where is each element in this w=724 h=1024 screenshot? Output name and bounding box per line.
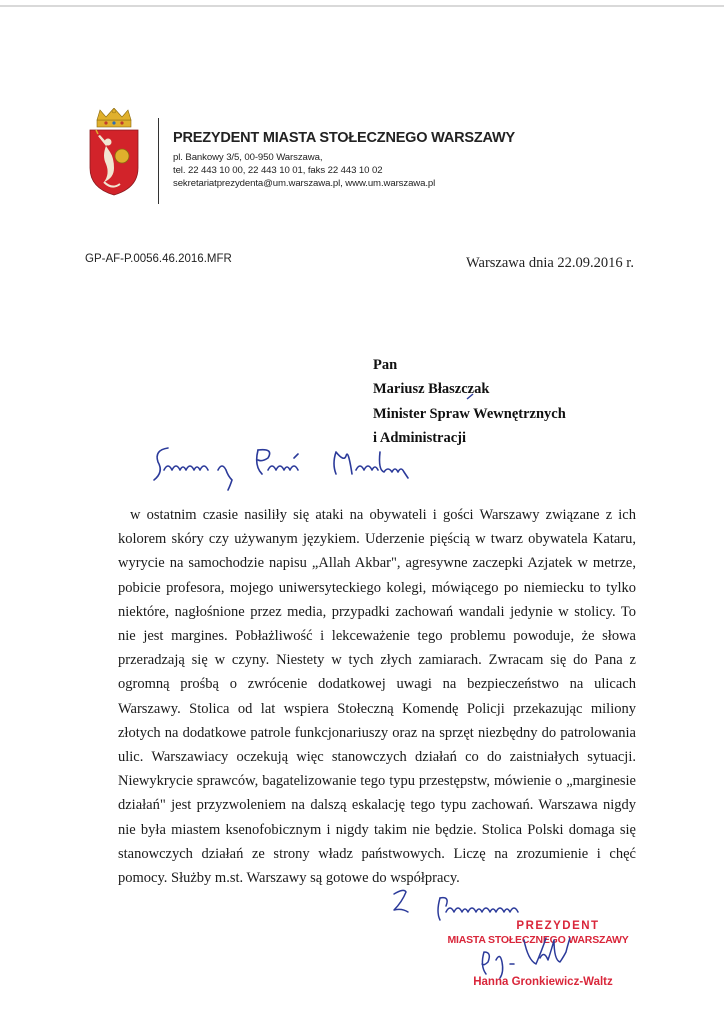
stamp-subtitle: MIASTA STOŁECZNEGO WARSZAWY — [447, 934, 629, 946]
body-paragraph: w ostatnim czasie nasiliły się ataki na obywateli i gości Warszawy związane z ich kolorem skóry czy używanym językiem. Uderzenie pięścią w twarz obywatela Kataru, wyrycie na samochodzie napisu „Allah Akbar", agresywne zaczepki Azjatek w metrze, pobicie profesora, mojego uniwersyteckiego kolegi, mówiącego po niemiecku to tylko niektóre, nagłośnione przez media, przypadki zachowań wandali jedynie w stolicy. To nie jest margines. Pobłażliwość i lekceważenie tego problemu powoduje, że słowa przeradzają się w czyny. Niestety w tych złych zamiarach. Zwracam się do Pana z ogromną prośbą o zwrócenie dodatkowej uwagi na bezpieczeństwo na ulicach Warszawy. Stolica od lat wspiera Stołeczną Komendę Policji przekazując miliony złotych na dodatkowe patrole funkcjonariuszy oraz na sprzęt niezbędny do patrolowania ulic. Warszawiacy oczekują więc stanowczych działań co do zaistniałych sytuacji. Niewykrycie sprawców, bagatelizowanie tego typu przestępstw, mówienie o „marginesie działań" jest przyzwoleniem na dalszą eskalację tego typu zachowań. Warszawa nigdy nie była miastem ksenofobicznym i nigdy takim nie będzie. Stolica Polski domaga się stanowczych działań ze strony władz państwowych. Liczę na zrozumienie i chęć pomocy. Służby m.st. Warszawy są gotowe do współpracy. — [118, 507, 636, 887]
handwritten-signature — [476, 930, 586, 980]
stamp-title: PREZYDENT — [516, 920, 600, 932]
letterhead-divider — [158, 118, 159, 204]
letterhead-address: pl. Bankowy 3/5, 00-950 Warszawa, — [173, 152, 323, 163]
letterhead-title: PREZYDENT MIASTA STOŁECZNEGO WARSZAWY — [173, 130, 515, 146]
addressee-line: Minister Spraw Wewnętrznych — [373, 405, 566, 422]
letter-body — [118, 503, 636, 890]
stamp-signatory-name: Hanna Gronkiewicz-Waltz — [473, 976, 613, 988]
addressee-line: Pan — [373, 357, 398, 373]
handwritten-salutation — [150, 436, 440, 496]
letterhead-phones: tel. 22 443 10 00, 22 443 10 01, faks 22 443 10 02 — [173, 165, 383, 176]
letterhead-contact: sekretariatprezydenta@um.warszawa.pl, www.um.warszawa.pl — [173, 178, 436, 189]
reference-number: GP-AF-P.0056.46.2016.MFR — [85, 253, 232, 265]
addressee-line: i Administracji — [373, 429, 467, 446]
warsaw-coat-of-arms-icon — [84, 108, 144, 196]
letterhead — [173, 130, 515, 190]
page-top-edge — [0, 5, 724, 7]
addressee-line: Mariusz Błaszczak — [373, 381, 490, 398]
handwritten-accent-mark — [466, 393, 474, 401]
date-line: Warszawa dnia 22.09.2016 r. — [466, 255, 634, 271]
